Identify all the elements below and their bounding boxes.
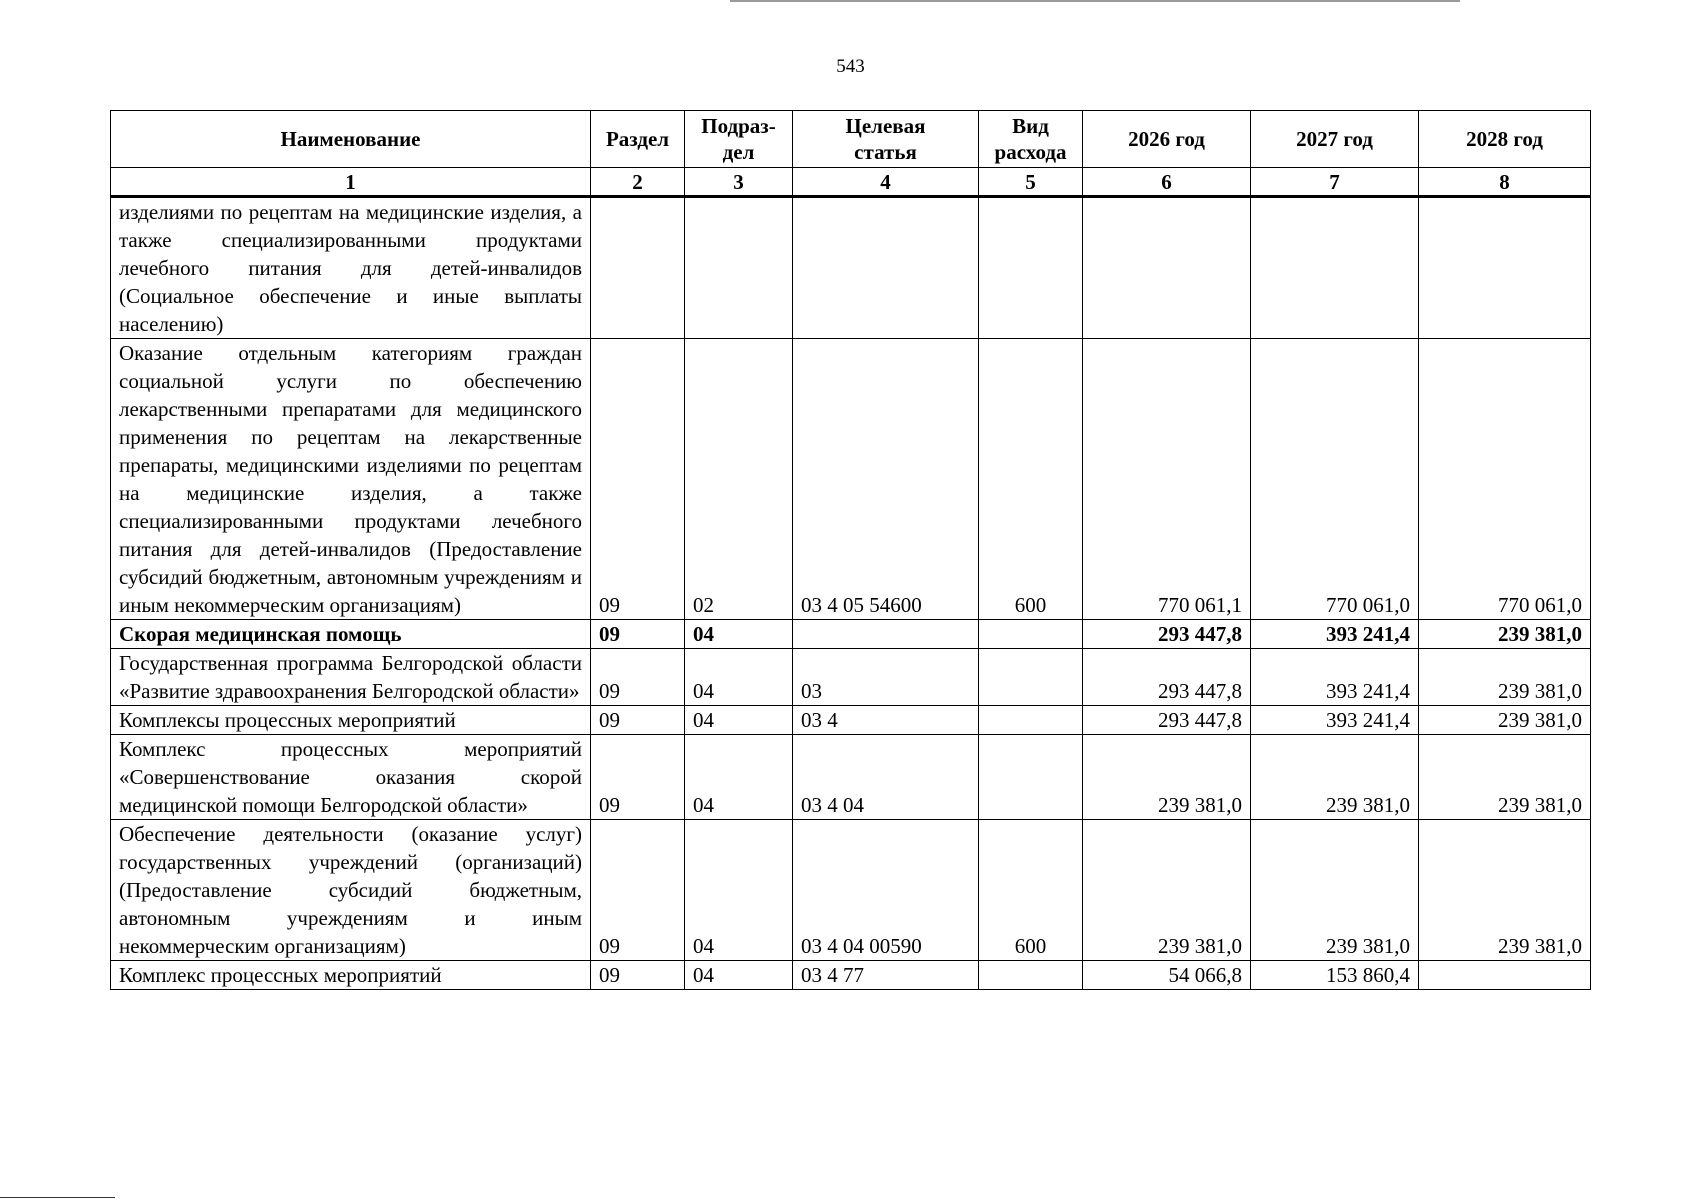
cell-2028 bbox=[1419, 961, 1591, 990]
cell-podrazdel: 04 bbox=[685, 706, 793, 735]
cell-name: Обеспечение деятельности (оказание услуг) государственных учреждений (организаций) (Предоставление субсидий бюджетным, автономным учреждениям и иным некоммерческим организациям) bbox=[111, 820, 591, 961]
cell-2027: 153 860,4 bbox=[1251, 961, 1419, 990]
header-2028: 2028 год bbox=[1419, 111, 1591, 168]
cell-razdel: 09 bbox=[591, 339, 685, 620]
cell-2027: 393 241,4 bbox=[1251, 620, 1419, 649]
table-body bbox=[111, 197, 1591, 990]
table-row bbox=[111, 649, 1591, 706]
cell-podrazdel bbox=[685, 197, 793, 339]
cell-target: 03 4 77 bbox=[793, 961, 979, 990]
header-2027: 2027 год bbox=[1251, 111, 1419, 168]
table-row bbox=[111, 735, 1591, 820]
cell-target: 03 bbox=[793, 649, 979, 706]
cell-2026: 770 061,1 bbox=[1083, 339, 1251, 620]
cell-target: 03 4 04 bbox=[793, 735, 979, 820]
cell-podrazdel: 04 bbox=[685, 649, 793, 706]
cell-podrazdel: 04 bbox=[685, 820, 793, 961]
column-number-7: 7 bbox=[1251, 168, 1419, 197]
table-row bbox=[111, 820, 1591, 961]
column-number-6: 6 bbox=[1083, 168, 1251, 197]
header-razdel: Раздел bbox=[591, 111, 685, 168]
cell-vid bbox=[979, 706, 1083, 735]
cell-name: Комплекс процессных мероприятий «Совершенствование оказания скорой медицинской помощи Белгородской области» bbox=[111, 735, 591, 820]
cell-2026: 293 447,8 bbox=[1083, 649, 1251, 706]
header-2026: 2026 год bbox=[1083, 111, 1251, 168]
cell-razdel: 09 bbox=[591, 620, 685, 649]
cell-2027: 393 241,4 bbox=[1251, 649, 1419, 706]
table-row bbox=[111, 961, 1591, 990]
cell-target bbox=[793, 620, 979, 649]
cell-razdel: 09 bbox=[591, 961, 685, 990]
cell-razdel bbox=[591, 197, 685, 339]
cell-name: Государственная программа Белгородской области «Развитие здравоохранения Белгородской области» bbox=[111, 649, 591, 706]
cell-2026: 293 447,8 bbox=[1083, 620, 1251, 649]
header-name: Наименование bbox=[111, 111, 591, 168]
cell-name: Оказание отдельным категориям граждан социальной услуги по обеспечению лекарственными препаратами для медицинского применения по рецептам на лекарственные препараты, медицинскими изделиями по рецептам на медицинские изделия, а также специализированными продуктами лечебного питания для детей-инвалидов (Предоставление субсидий бюджетным, автономным учреждениям и иным некоммерческим организациям) bbox=[111, 339, 591, 620]
cell-2028: 239 381,0 bbox=[1419, 706, 1591, 735]
header-row bbox=[111, 111, 1591, 168]
budget-table bbox=[110, 110, 1591, 990]
cell-2027: 239 381,0 bbox=[1251, 735, 1419, 820]
cell-2028: 239 381,0 bbox=[1419, 620, 1591, 649]
cell-name: Комплекс процессных мероприятий bbox=[111, 961, 591, 990]
column-number-5: 5 bbox=[979, 168, 1083, 197]
cell-vid bbox=[979, 735, 1083, 820]
cell-target: 03 4 bbox=[793, 706, 979, 735]
cell-vid: 600 bbox=[979, 339, 1083, 620]
cell-razdel: 09 bbox=[591, 649, 685, 706]
cell-name: Комплексы процессных мероприятий bbox=[111, 706, 591, 735]
header-podrazdel bbox=[685, 111, 793, 168]
cell-2026 bbox=[1083, 197, 1251, 339]
header-vid: Вид расхода bbox=[979, 111, 1083, 168]
cell-podrazdel: 04 bbox=[685, 735, 793, 820]
cell-2027: 239 381,0 bbox=[1251, 820, 1419, 961]
cell-2027: 770 061,0 bbox=[1251, 339, 1419, 620]
cell-name: Скорая медицинская помощь bbox=[111, 620, 591, 649]
table-row bbox=[111, 197, 1591, 339]
cell-vid bbox=[979, 649, 1083, 706]
cell-2028: 239 381,0 bbox=[1419, 649, 1591, 706]
cell-vid bbox=[979, 620, 1083, 649]
cell-vid bbox=[979, 197, 1083, 339]
column-number-4: 4 bbox=[793, 168, 979, 197]
cell-razdel: 09 bbox=[591, 735, 685, 820]
cell-podrazdel: 04 bbox=[685, 961, 793, 990]
cell-2026: 239 381,0 bbox=[1083, 735, 1251, 820]
cell-podrazdel: 04 bbox=[685, 620, 793, 649]
cell-2028: 239 381,0 bbox=[1419, 820, 1591, 961]
column-number-2: 2 bbox=[591, 168, 685, 197]
cell-vid bbox=[979, 961, 1083, 990]
cell-2028: 239 381,0 bbox=[1419, 735, 1591, 820]
page-number: 543 bbox=[836, 56, 865, 77]
cell-2027: 393 241,4 bbox=[1251, 706, 1419, 735]
cell-name: изделиями по рецептам на медицинские изделия, а также специализированными продуктами лечебного питания для детей-инвалидов (Социальное обеспечение и иные выплаты населению) bbox=[111, 197, 591, 339]
cell-razdel: 09 bbox=[591, 820, 685, 961]
cell-2027 bbox=[1251, 197, 1419, 339]
bottom-rule bbox=[0, 1197, 115, 1198]
column-number-row bbox=[111, 168, 1591, 197]
cell-target: 03 4 04 00590 bbox=[793, 820, 979, 961]
cell-razdel: 09 bbox=[591, 706, 685, 735]
cell-2026: 239 381,0 bbox=[1083, 820, 1251, 961]
table-row bbox=[111, 620, 1591, 649]
cell-target: 03 4 05 54600 bbox=[793, 339, 979, 620]
cell-2026: 293 447,8 bbox=[1083, 706, 1251, 735]
header-target: Целевая статья bbox=[793, 111, 979, 168]
cell-vid: 600 bbox=[979, 820, 1083, 961]
cell-target bbox=[793, 197, 979, 339]
table-row bbox=[111, 706, 1591, 735]
column-number-3: 3 bbox=[685, 168, 793, 197]
column-number-8: 8 bbox=[1419, 168, 1591, 197]
cell-2028: 770 061,0 bbox=[1419, 339, 1591, 620]
column-number-1: 1 bbox=[111, 168, 591, 197]
cell-2026: 54 066,8 bbox=[1083, 961, 1251, 990]
top-rule bbox=[730, 0, 1460, 2]
table-row bbox=[111, 339, 1591, 620]
header-podrazdel-text: Подраз-дел bbox=[701, 114, 776, 164]
cell-2028 bbox=[1419, 197, 1591, 339]
cell-podrazdel: 02 bbox=[685, 339, 793, 620]
